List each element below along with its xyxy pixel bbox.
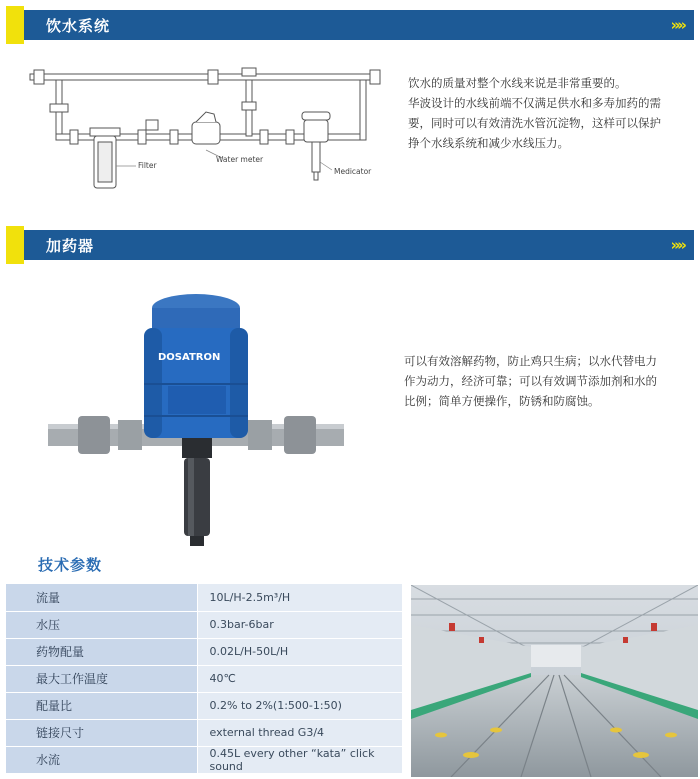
specs-title: 技术参数 xyxy=(38,556,103,574)
spec-value: 0.3bar-6bar xyxy=(197,611,402,638)
double-chevron-icon: »» xyxy=(670,16,684,34)
desc-line: 挣个水线系统和减少水线压力。 xyxy=(408,136,569,150)
table-row xyxy=(6,746,402,773)
desc-line: 要，同时可以有效清洗水管沉淀物，这样可以保护 xyxy=(408,116,661,130)
section-header-medicator xyxy=(6,230,694,260)
desc-line: 华波设计的水线前端不仅满足供水和多寿加药的需 xyxy=(408,96,661,110)
dosatron-brand-text: DOSATRON xyxy=(158,352,221,363)
double-chevron-icon: »» xyxy=(670,236,684,254)
water-meter-label: Water meter xyxy=(216,155,264,164)
dosatron-product-photo xyxy=(48,288,348,553)
medicator-description xyxy=(404,351,696,411)
section-title: 加药器 xyxy=(46,236,95,255)
spec-name: 配量比 xyxy=(6,692,197,719)
spec-name: 流量 xyxy=(6,584,197,611)
medicator xyxy=(304,120,328,142)
table-row xyxy=(6,584,402,611)
medicator-label: Medicator xyxy=(334,167,372,176)
water-line-diagram xyxy=(20,62,390,197)
spec-name: 水压 xyxy=(6,611,197,638)
filter-label: Filter xyxy=(138,161,157,170)
water-system-description xyxy=(408,73,696,153)
spec-name: 链接尺寸 xyxy=(6,719,197,746)
desc-line: 比例；简单方便操作，防锈和防腐蚀。 xyxy=(404,394,600,408)
water-meter xyxy=(192,122,220,144)
table-row xyxy=(6,611,402,638)
table-row xyxy=(6,665,402,692)
section-accent xyxy=(6,226,24,264)
injector-tube xyxy=(184,458,210,536)
spec-value: external thread G3/4 xyxy=(197,719,402,746)
spec-value: 0.45L every other “kata” click sound xyxy=(197,746,402,773)
spec-name: 药物配量 xyxy=(6,638,197,665)
spec-value: 0.02L/H-50L/H xyxy=(197,638,402,665)
desc-line: 作为动力，经济可靠；可以有效调节添加剂和水的 xyxy=(404,374,657,388)
section-header-water-system xyxy=(6,10,694,40)
spec-value: 40℃ xyxy=(197,665,402,692)
table-row xyxy=(6,638,402,665)
top-pipe xyxy=(30,74,380,80)
spec-name: 最大工作温度 xyxy=(6,665,197,692)
spec-name: 水流 xyxy=(6,746,197,773)
section-accent xyxy=(6,6,24,44)
spec-value: 10L/H-2.5m³/H xyxy=(197,584,402,611)
table-row xyxy=(6,692,402,719)
section-title: 饮水系统 xyxy=(46,16,111,35)
poultry-house-photo xyxy=(411,585,698,777)
spec-value: 0.2% to 2%(1:500-1:50) xyxy=(197,692,402,719)
table-row xyxy=(6,719,402,746)
desc-line: 可以有效溶解药物，防止鸡只生病；以水代替电力 xyxy=(404,354,657,368)
specs-table xyxy=(6,584,402,774)
desc-line: 饮水的质量对整个水线来说是非常重要的。 xyxy=(408,76,627,90)
